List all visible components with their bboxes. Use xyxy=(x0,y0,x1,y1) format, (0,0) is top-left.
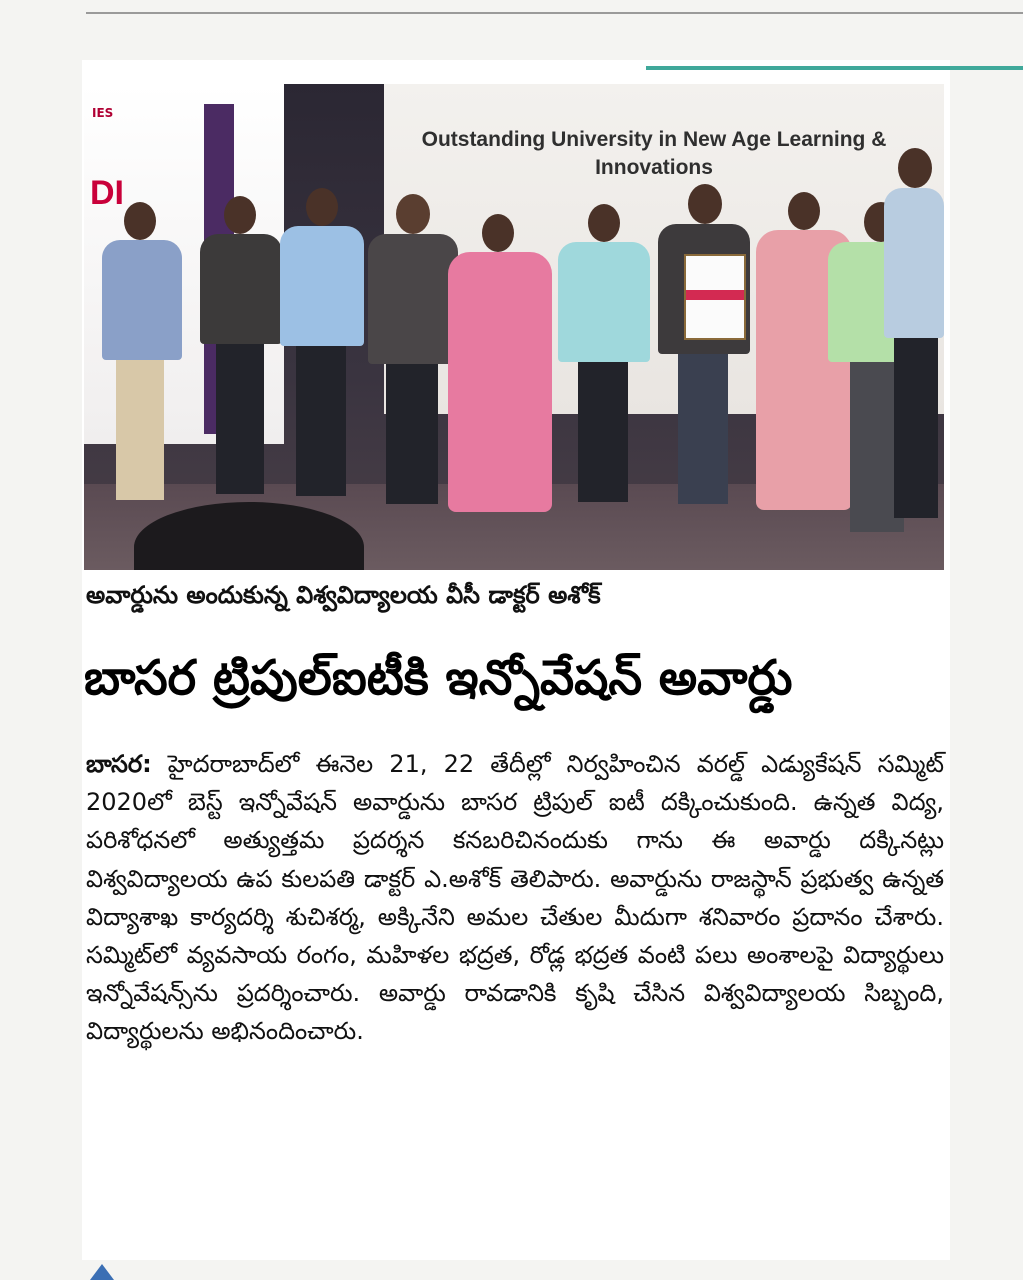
award-certificate xyxy=(684,254,746,340)
person-5 xyxy=(444,214,554,514)
article-dateline: బాసర: xyxy=(86,750,152,778)
bottom-marker-icon xyxy=(90,1264,114,1280)
top-divider xyxy=(86,12,1023,14)
person-2 xyxy=(194,196,284,496)
certificate-band xyxy=(686,290,744,300)
backdrop-text: Outstanding University in New Age Learning & Innovations xyxy=(421,128,887,179)
person-1 xyxy=(94,202,184,502)
photo-caption: అవార్డును అందుకున్న విశ్వవిద్యాలయ వీసీ డాక్టర్ అశోక్ xyxy=(86,581,601,609)
article-text: హైదరాబాద్‌లో ఈనెల 21, 22 తేదీల్లో నిర్వహించిన వరల్డ్ ఎడ్యుకేషన్ సమ్మిట్ 2020లో బెస్ట్ ఇన్నోవేషన్ అవార్డును బాసర ట్రిపుల్ ఐటీ దక్కించుకుంది. ఉన్నత విద్య, పరిశోధనలో అత్యుత్తమ ప్రదర్శన కనబరిచినందుకు గాను ఈ అవార్డు దక్కినట్లు విశ్వవిద్యాలయ ఉప కులపతి డాక్టర్ ఎ.అశోక్ తెలిపారు. అవార్డును రాజస్థాన్ ప్రభుత్వ ఉన్నత విద్యాశాఖ కార్యదర్శి శుచిశర్మ, అక్కినేని అమల చేతుల మీదుగా శనివారం ప్రదానం చేశారు. సమ్మిట్‌లో వ్యవసాయ రంగం, మహిళల భద్రత, రోడ్ల భద్రత వంటి పలు అంశాలపై విద్యార్థులు ఇన్నోవేషన్స్‌ను ప్రదర్శించారు. అవార్డు రావడానికి కృషి చేసిన విశ్వవిద్యాలయ సిబ్బంది, విద్యార్థులను అభినందించారు. xyxy=(86,750,944,1046)
article-body xyxy=(86,745,944,1051)
article-headline: బాసర ట్రిపుల్‌ఐటీకి ఇన్నోవేషన్ అవార్డు xyxy=(84,650,793,706)
award-photo xyxy=(84,84,944,570)
person-3 xyxy=(274,188,364,498)
person-10 xyxy=(884,148,944,528)
accent-divider xyxy=(646,66,1023,70)
banner-logo: IES xyxy=(92,106,114,120)
person-7 xyxy=(654,184,754,504)
banner-letters: DI xyxy=(90,174,124,212)
person-6 xyxy=(554,204,654,504)
